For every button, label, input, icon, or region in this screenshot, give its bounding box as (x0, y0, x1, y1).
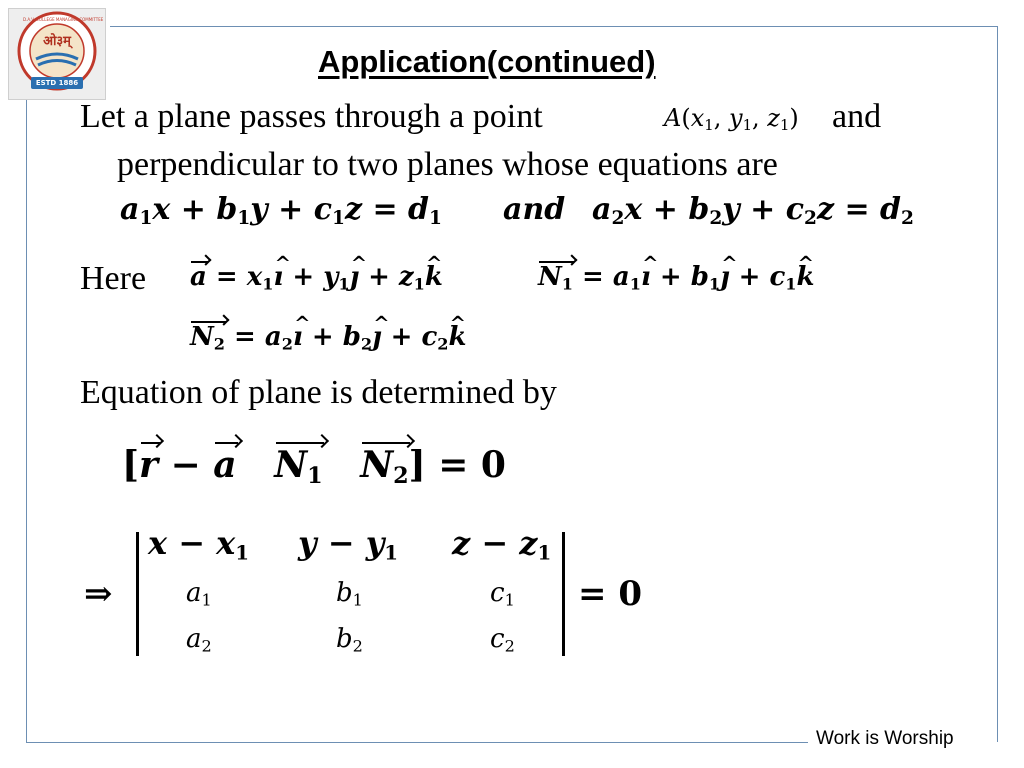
equation-determined-line: Equation of plane is determined by (80, 374, 557, 411)
intro-line-1-and: and (832, 98, 882, 135)
footer-text: Work is Worship (816, 728, 954, 749)
det-row1-col1: $x - x_1$ (148, 524, 250, 565)
logo-ring-text: D.A.V. COLLEGE MANAGING COMMITTEE (23, 17, 104, 22)
det-row3-col2: $b_2$ (336, 624, 363, 656)
frame-top-line (110, 26, 998, 27)
college-logo (8, 8, 106, 100)
intro-line-2: perpendicular to two planes whose equations are (117, 146, 778, 183)
det-row3-col1: $a_2$ (186, 624, 212, 656)
det-row3-col3: $c_2$ (490, 624, 515, 656)
point-a-formula: $A(x_1$, $y_1$, $z_1$) (664, 104, 799, 135)
determinant-left-bar (136, 532, 139, 656)
normal-n2-definition: $N_2$ = $a_2\^{}$ ı + $b_2\^{}$ ȷ + $c_2\^{}$ k (190, 322, 467, 354)
frame-bottom-line (26, 742, 808, 743)
slide-title: Application(continued) (318, 44, 656, 79)
plane-equation-1: $a_1x + b_1y + c_1z = d_1$ (120, 192, 442, 230)
frame-right-line (997, 26, 998, 742)
frame-left-line (26, 96, 27, 742)
implies-symbol: ⇒ (84, 574, 113, 614)
det-row2-col2: $b_1$ (336, 578, 363, 610)
det-row1-col2: $y - y_1$ (298, 524, 399, 565)
det-row2-col1: $a_1$ (186, 578, 212, 610)
equations-and-word: and (503, 192, 566, 227)
logo-estd-text: ESTD 1886 (35, 79, 79, 87)
box-product-equation: [r − a $N_1$ $N_2] = 0$ (122, 444, 506, 490)
determinant-right-bar (562, 532, 565, 656)
intro-line-1: Let a plane passes through a point (80, 98, 543, 135)
here-label: Here (80, 260, 147, 297)
det-row2-col3: $c_1$ (490, 578, 515, 610)
vector-a-definition: $a = x_1\^{}$ ı + $y_1\^{}$ ȷ + $z_1\^{}$ k (190, 262, 443, 294)
determinant-equals-zero: = 0 (578, 574, 642, 614)
plane-equation-2: $a_2x + b_2y + c_2z = d_2$ (592, 192, 914, 230)
logo-center-text: ओ३म् (43, 34, 71, 49)
normal-n1-definition: $N_1$ = $a_1\^{}$ ı + $b_1\^{}$ ȷ + $c_1\^{}$ k (538, 262, 815, 294)
det-row1-col3: $z - z_1$ (452, 524, 552, 565)
